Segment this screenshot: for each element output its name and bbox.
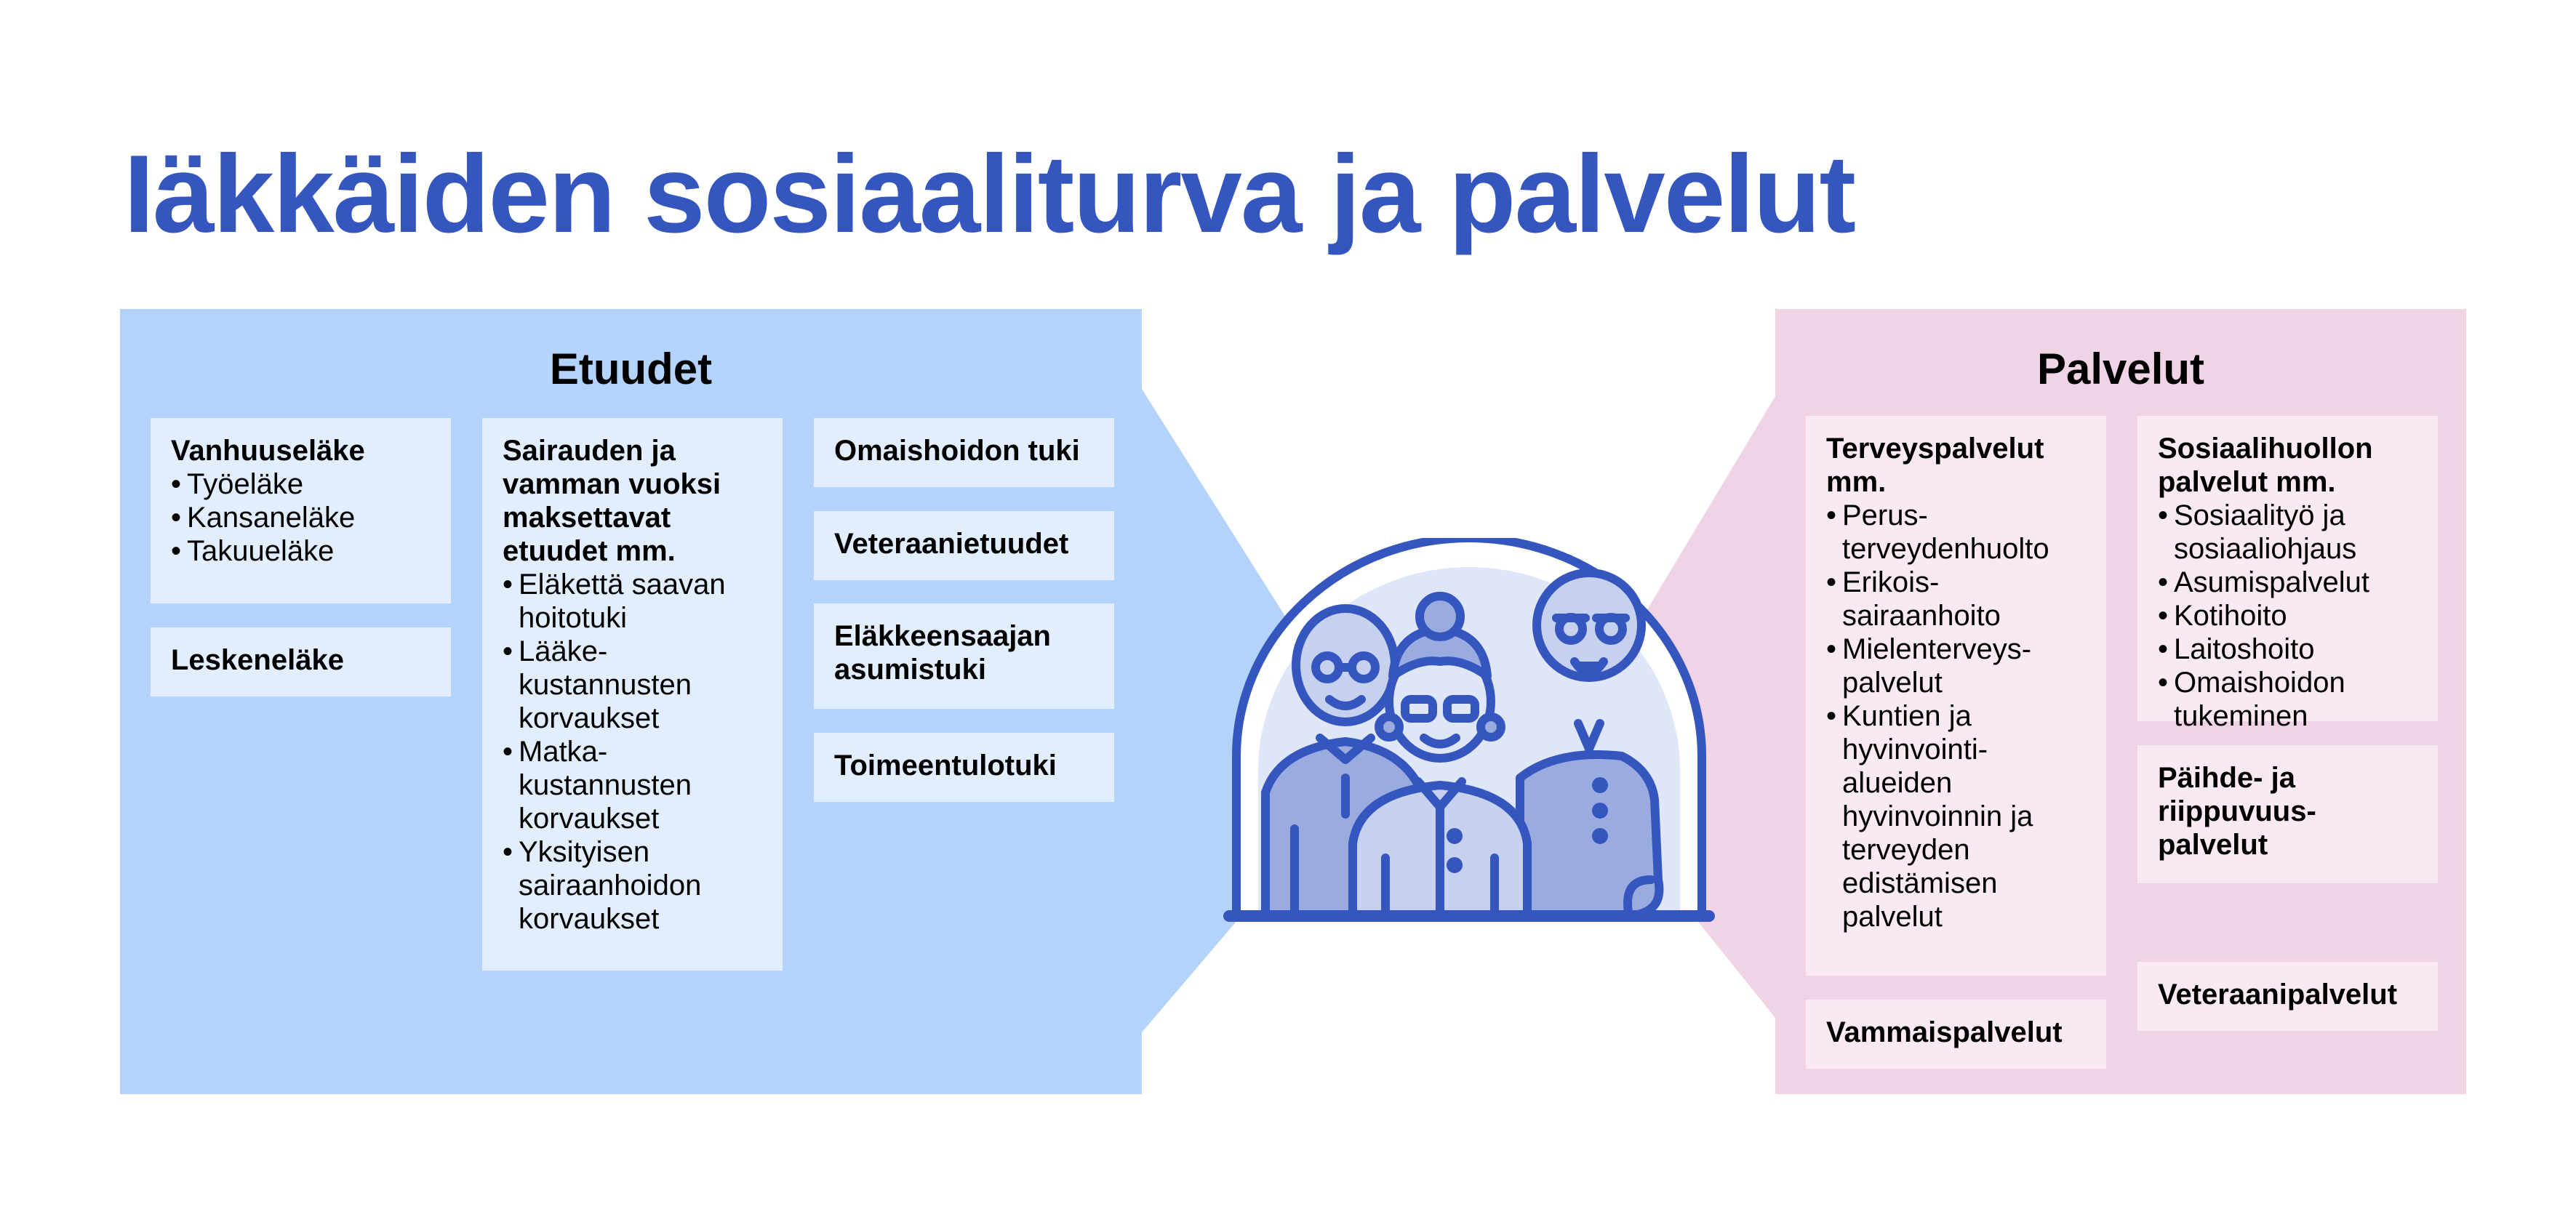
veteran-services-title: Veteraanipalvelut [2158,979,2398,1011]
widow-pension-title: Leskeneläke [171,644,344,676]
list-item: • Laitoshoito [2158,632,2417,666]
disability-services-title: Vammaispalvelut [1826,1016,2063,1048]
box-old-age-pension [151,418,451,603]
list-item: • Omaishoidon tukeminen [2158,666,2392,733]
box-carer-allowance [814,418,1114,487]
box-illness-benefits [482,418,783,971]
old-age-pension-title: Vanhuuseläke [171,435,365,467]
list-item: • Takuueläke [171,534,431,568]
illness-benefits-title: Sairauden ja vamman vuoksi maksettavat etuudet mm. [503,435,721,567]
health-services-list [1826,499,2086,933]
list-item: • Perus-terveydenhuolto [1826,499,2075,566]
box-housing-allowance [814,603,1114,709]
social-services-title: Sosiaalihuollon palvelut mm. [2158,433,2373,498]
illness-benefits-list [503,568,762,936]
income-support-title: Toimeentulotuki [834,750,1057,782]
carer-allowance-title: Omaishoidon tuki [834,435,1080,467]
box-veteran-benefits [814,511,1114,580]
list-item: • Työeläke [171,467,431,501]
services-panel [1775,309,2466,1094]
old-age-pension-list [171,467,431,568]
list-item: • Kotihoito [2158,599,2417,632]
box-widow-pension [151,627,451,696]
health-services-title: Terveyspalvelut mm. [1826,433,2044,498]
box-veteran-services [2137,962,2438,1031]
substance-services-title: Päihde- ja riippuvuus-palvelut [2158,762,2316,861]
list-item: • Sosiaalityö ja sosiaaliohjaus [2158,499,2392,566]
list-item: • Matka-kustannusten korvaukset [503,735,737,835]
benefits-panel [120,309,1142,1094]
housing-allowance-title: Eläkkeensaajan asumistuki [834,620,1051,686]
veteran-benefits-title: Veteraanietuudet [834,528,1069,560]
list-item: • Erikois-sairaanhoito [1826,566,2046,632]
box-social-services [2137,416,2438,732]
list-item: • Kuntien ja hyvinvointi-alueiden hyvinvoinnin ja terveyden edistämisen palvelut [1826,699,2046,933]
box-health-services [1806,416,2106,976]
box-income-support [814,733,1114,802]
benefits-heading: Etuudet [549,345,713,393]
box-disability-services [1806,1000,2106,1069]
list-item: • Asumispalvelut [2158,566,2417,599]
services-heading: Palvelut [2036,345,2205,393]
list-item: • Yksityisen sairaanhoidon korvaukset [503,835,737,936]
elderly-people-group-icon [1215,538,1724,931]
social-services-list [2158,499,2417,733]
page-title: Iäkkäiden sosiaaliturva ja palvelut [124,132,1855,256]
list-item: • Kansaneläke [171,501,431,534]
list-item: • Eläkettä saavan hoitotuki [503,568,751,635]
list-item: • Lääke-kustannusten korvaukset [503,635,737,735]
box-substance-services [2137,745,2438,883]
list-item: • Mielenterveys-palvelut [1826,632,2075,699]
